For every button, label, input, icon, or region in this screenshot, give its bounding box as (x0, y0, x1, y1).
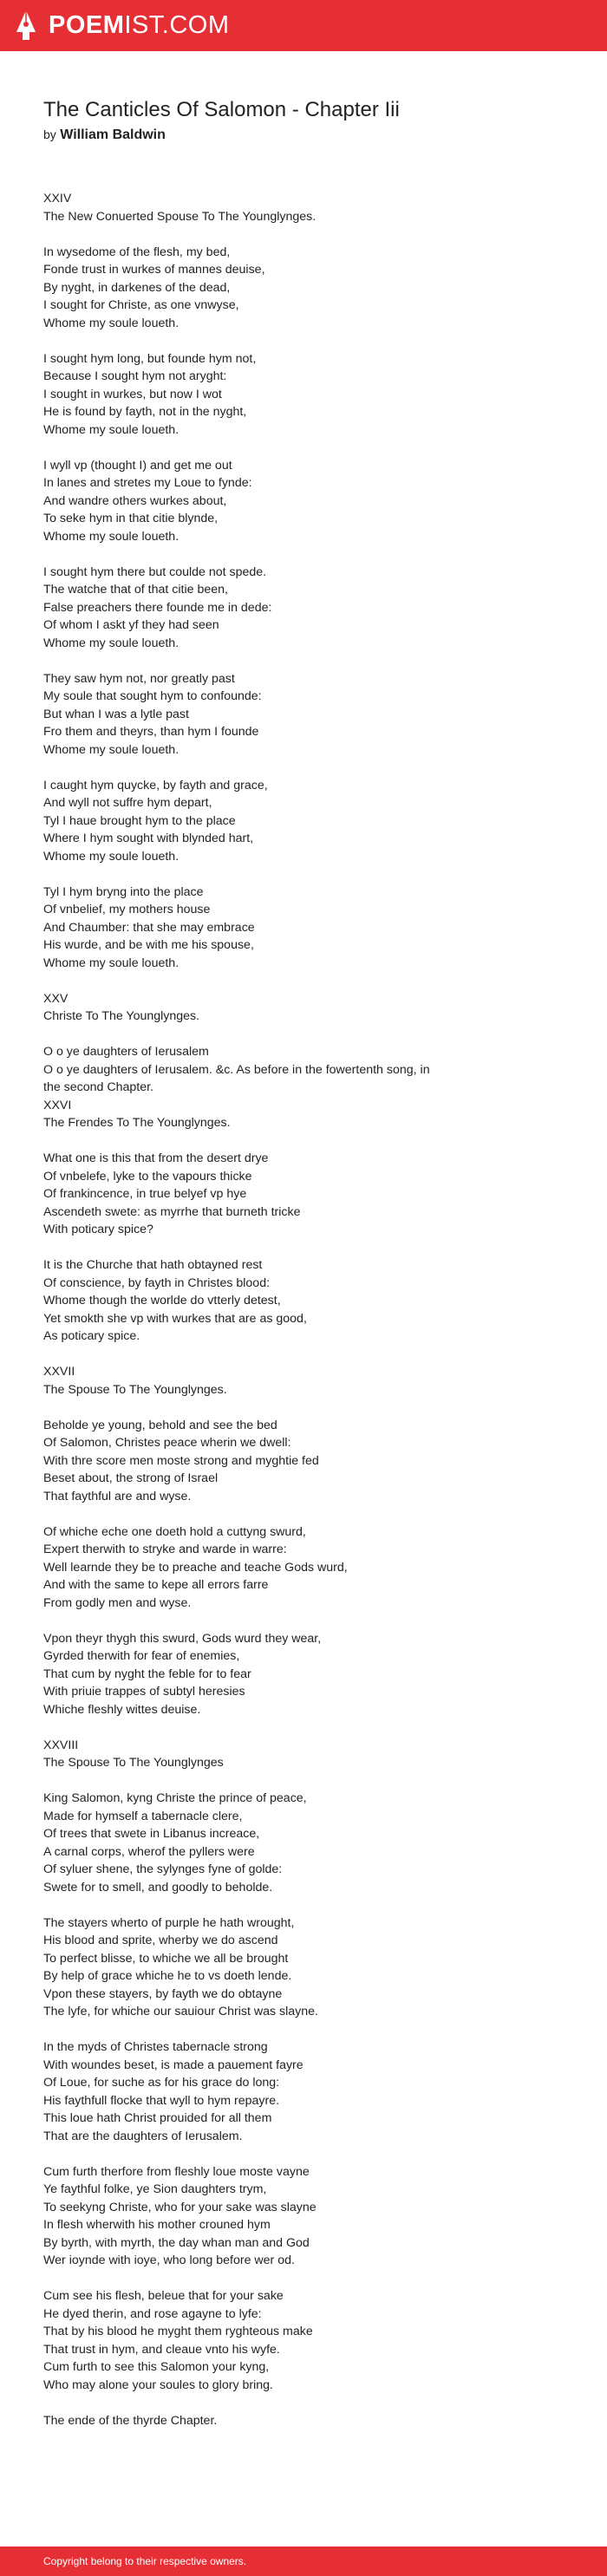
poem-line: The lyfe, for whiche our sauiour Christ was slayne. (43, 2005, 318, 2018)
site-logo-text: POEMIST.COM (49, 11, 230, 39)
poem-line: Gyrded therwith for fear of enemies, (43, 1649, 240, 1663)
poem-line: I sought for Christe, as one vnwyse, (43, 298, 239, 312)
poem-line: By byrth, with myrth, the day whan man and God (43, 2235, 310, 2250)
poem-line: Of trees that swete in Libanus increace, (43, 1827, 260, 1841)
poem-line: False preachers there founde me in dede: (43, 600, 272, 615)
poem-line: To perfect blisse, to whiche we all be brought (43, 1951, 289, 1966)
poem-line: Expert therwith to stryke and warde in warre: (43, 1542, 287, 1556)
poem-stanza (43, 1363, 564, 1399)
poem-stanza (43, 1790, 564, 1896)
poem-line: Well learnde they be to preache and teache Gods wurd, (43, 1560, 348, 1575)
poem-line: Of vnbelefe, lyke to the vapours thicke (43, 1169, 252, 1184)
poem-line: The stayers wherto of purple he hath wrought, (43, 1915, 295, 1930)
poem-line: Vpon theyr thygh this swurd, Gods wurd they wear, (43, 1631, 322, 1646)
poem-line: XXVII (43, 1365, 75, 1379)
poem-line: Of conscience, by fayth in Christes blood: (43, 1275, 271, 1290)
poem-line: To seekyng Christe, who for your sake was slayne (43, 2200, 317, 2214)
poem-stanza (43, 457, 564, 546)
poem-line: Of syluer shene, the sylynges fyne of golde: (43, 1862, 283, 1876)
poem-line: XXVI (43, 1098, 72, 1112)
poem-line: In lanes and stretes my Loue to fynde: (43, 476, 252, 490)
poem-line: As poticary spice. (43, 1329, 140, 1343)
poem-line: XXVIII (43, 1738, 79, 1752)
poem-line: With woundes beset, is made a pauement fayre (43, 2058, 304, 2072)
poem-line: From godly men and wyse. (43, 1595, 192, 1610)
by-label: by (43, 127, 56, 141)
poem-line: And wandre others wurkes about, (43, 493, 227, 508)
poem-line: He is found by fayth, not in the nyght, (43, 405, 247, 419)
poem-line: Who may alone your soules to glory bring. (43, 2377, 273, 2392)
poem-line: Whome my soule loueth. (43, 636, 179, 650)
poem-line: By nyght, in darkenes of the dead, (43, 280, 231, 295)
poem-line: They saw hym not, nor greatly past (43, 671, 235, 686)
poem-line: His blood and sprite, wherby we do ascend (43, 1934, 278, 1947)
poem-line: XXIV (43, 192, 72, 205)
poem-stanza (43, 1523, 564, 1613)
poem-line: And Chaumber: that she may embrace (43, 920, 255, 935)
poem-line: This loue hath Christ prouided for all them (43, 2111, 272, 2125)
poem-line: What one is this that from the desert drye (43, 1151, 269, 1165)
poem-stanza (43, 2412, 564, 2430)
poem-line: Cum see his flesh, beleue that for your sake (43, 2289, 284, 2303)
poem-line: King Salomon, kyng Christe the prince of peace, (43, 1791, 307, 1805)
poem-line: I sought hym there but coulde not spede. (43, 564, 267, 579)
poem-stanza (43, 1150, 564, 1239)
poem-line: Beset about, the strong of Israel (43, 1471, 219, 1485)
poem-line: To seke hym in that citie blynde, (43, 512, 219, 525)
poem-line: Vpon these stayers, by fayth we do obtayne (43, 1986, 283, 2001)
poem-line: Whome my soule loueth. (43, 316, 179, 330)
poem-stanza (43, 1914, 564, 2021)
poem-line: Made for hymself a tabernacle clere, (43, 1809, 243, 1823)
poem-stanza (43, 1417, 564, 1506)
pen-nib-icon (16, 10, 36, 41)
poem-line: That cum by nyght the feble for to fear (43, 1666, 251, 1681)
poem-body (43, 190, 564, 2448)
poem-line: O o ye daughters of Ierusalem (43, 1045, 209, 1059)
poem-line: By help of grace whiche he to vs doeth lende. (43, 1969, 292, 1983)
poem-line: He dyed therin, and rose agayne to lyfe: (43, 2306, 262, 2321)
poem-line: I sought hym long, but founde hym not, (43, 351, 257, 366)
poem-stanza (43, 1630, 564, 1719)
poem-line: Cum furth therfore from fleshly loue moste vayne (43, 2164, 310, 2179)
poem-stanza (43, 2163, 564, 2270)
poem-line: Fro them and theyrs, than hym I founde (43, 725, 259, 739)
poem-stanza (43, 190, 564, 225)
poem-line: That trust in hym, and cleaue vnto his wyfe. (43, 2342, 280, 2357)
byline (43, 126, 581, 144)
poem-line: That by his blood he myght them ryghteous make (43, 2325, 313, 2338)
poem-line: Of frankincence, in true belyef vp hye (43, 1187, 247, 1201)
poem-stanza (43, 244, 564, 333)
poem-line: Of whom I askt yf they had seen (43, 618, 219, 632)
poem-line: I caught hym quycke, by fayth and grace, (43, 778, 268, 792)
poem-line: With thre score men moste strong and myghtie fed (43, 1453, 319, 1468)
poem-stanza (43, 350, 564, 440)
site-logo[interactable] (16, 10, 230, 41)
poem-line: With priuie trappes of subtyl heresies (43, 1685, 245, 1699)
poem-line: Where I hym sought with blynded hart, (43, 831, 254, 845)
poem-line: His faythfull flocke that wyll to hym repayre. (43, 2093, 280, 2108)
poem-line: Cum furth to see this Salomon your kyng, (43, 2360, 270, 2374)
poem-line: Of whiche eche one doeth hold a cuttyng swurd, (43, 1524, 306, 1539)
poem-line: I wyll vp (thought I) and get me out (43, 458, 232, 473)
poem-line: The ende of the thyrde Chapter. (43, 2413, 218, 2428)
poem-line: Because I sought hym not aryght: (43, 369, 227, 383)
poem-stanza (43, 777, 564, 866)
poem-stanza (43, 1737, 564, 1772)
poem-line: O o ye daughters of Ierusalem. &c. As before in the fowertenth song, in (43, 1062, 430, 1077)
poem-line: That faythful are and wyse. (43, 1489, 192, 1503)
author-link[interactable]: William Baldwin (60, 127, 166, 142)
poem-stanza (43, 1043, 564, 1132)
poem-stanza (43, 884, 564, 973)
poem-line: The Spouse To The Younglynges. (43, 1382, 227, 1397)
poem-line: The watche that of that citie been, (43, 583, 228, 597)
poem-line: Yet smokth she vp with wurkes that are as good, (43, 1311, 307, 1326)
poem-line: Whome my soule loueth. (43, 955, 179, 970)
poem-stanza (43, 1256, 564, 1346)
poem-line: Of Salomon, Christes peace wherin we dwell: (43, 1436, 291, 1450)
poem-line: In flesh wherwith his mother crouned hym (43, 2218, 271, 2232)
poem-line: Ascendeth swete: as myrrhe that burneth tricke (43, 1204, 301, 1219)
poem-line: Whome my soule loueth. (43, 529, 179, 544)
copyright-text: Copyright belong to their respective owners. (43, 2555, 247, 2567)
poem-line: Ye faythful folke, ye Sion daughters trym, (43, 2182, 267, 2196)
poem-line: The New Conuerted Spouse To The Younglynges. (43, 209, 317, 224)
poem-stanza (43, 990, 564, 1026)
poem-line: XXV (43, 991, 69, 1006)
poem-line: In wysedome of the flesh, my bed, (43, 245, 231, 259)
poem-line: A carnal corps, wherof the pyllers were (43, 1844, 255, 1859)
poem-stanza (43, 670, 564, 760)
poem-line: Of vnbelief, my mothers house (43, 903, 211, 916)
poem-line: In the myds of Christes tabernacle strong (43, 2040, 268, 2054)
poem-line: Tyl I haue brought hym to the place (43, 813, 236, 828)
poem-stanza (43, 2287, 564, 2394)
site-header (0, 0, 607, 51)
poem-line: It is the Churche that hath obtayned rest (43, 1258, 263, 1272)
poem-line: Of Loue, for suche as for his grace do long: (43, 2076, 280, 2090)
poem-line: The Frendes To The Younglynges. (43, 1116, 231, 1130)
poem-line: Swete for to smell, and goodly to beholde. (43, 1880, 273, 1895)
poem-heading (43, 97, 581, 144)
poem-line: Whiche fleshly wittes deuise. (43, 1702, 201, 1717)
poem-line: Whome my soule loueth. (43, 422, 179, 437)
site-footer (0, 2547, 607, 2576)
poem-line: Fonde trust in wurkes of mannes deuise, (43, 263, 265, 277)
poem-line: Beholde ye young, behold and see the bed (43, 1418, 277, 1432)
poem-line: But whan I was a lytle past (43, 707, 189, 721)
poem-line: I sought in wurkes, but now I wot (43, 387, 222, 401)
poem-line: His wurde, and be with me his spouse, (43, 938, 254, 952)
poem-line: My soule that sought hym to confounde: (43, 689, 262, 703)
poem-line: Christe To The Younglynges. (43, 1009, 200, 1023)
poem-line: Tyl I hym bryng into the place (43, 884, 204, 899)
poem-line: The Spouse To The Younglynges (43, 1756, 224, 1770)
poem-line: Whome though the worlde do vtterly detest, (43, 1294, 281, 1308)
poem-line: the second Chapter. (43, 1080, 153, 1094)
poem-line: That are the daughters of Ierusalem. (43, 2129, 243, 2143)
poem-line: With poticary spice? (43, 1223, 153, 1236)
poem-line: And wyll not suffre hym depart, (43, 796, 212, 810)
poem-line: Whome my soule loueth. (43, 849, 179, 864)
poem-title: The Canticles Of Salomon - Chapter Iii (43, 98, 400, 121)
poem-stanza (43, 564, 564, 653)
poem-line: Wer ioynde with ioye, who long before wer od. (43, 2253, 295, 2267)
poem-line: And with the same to kepe all errors farre (43, 1578, 269, 1592)
poem-stanza (43, 2038, 564, 2145)
poem-line: Whome my soule loueth. (43, 742, 179, 757)
